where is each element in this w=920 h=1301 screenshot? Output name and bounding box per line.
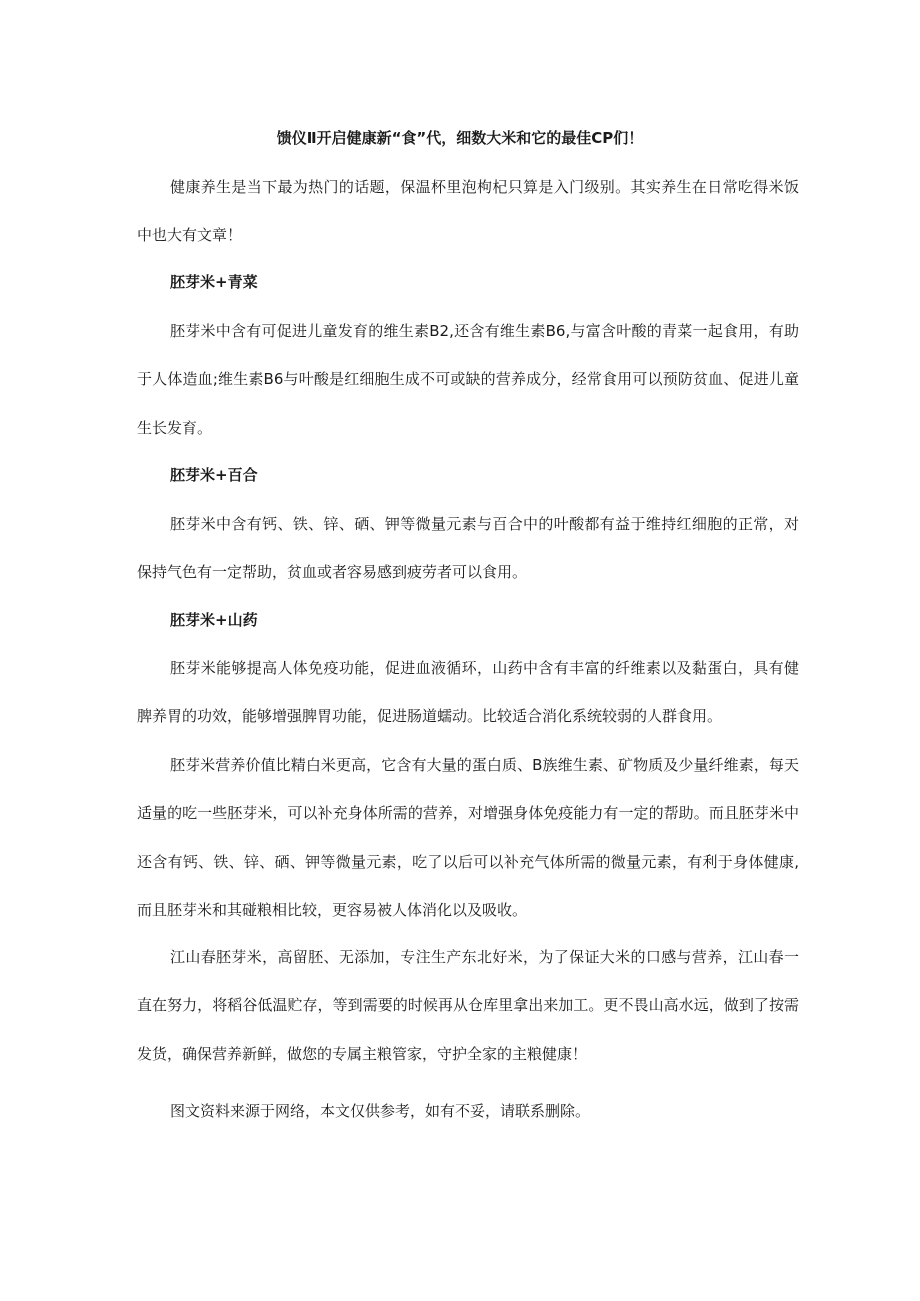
- brand-paragraph: 江山春胚芽米，高留胚、无添加，专注生产东北好米，为了保证大米的口感与营养，江山春一直在努力，将稻谷低温贮存，等到需要的时候再从仓库里拿出来加工。更不畏山高水远，做到了按需发货，确保营养新鲜，做您的专属主粮管家，守护全家的主粮健康！: [137, 948, 799, 1063]
- intro-paragraph: 健康养生是当下最为热门的话题，保温杯里泡枸杞只算是入门级别。其实养生在日常吃得米饭中也大有文章！: [137, 178, 799, 245]
- nutrition-paragraph: 胚芽米营养价值比精白米更高，它含有大量的蛋白质、B族维生素、矿物质及少量纤维素，每天适量的吃一些胚芽米，可以补充身体所需的营养，对增强身体免疫能力有一定的帮助。而且胚芽米中还含有钙、铁、锌、硒、钾等微量元素，吃了以后可以补充气体所需的微量元素，有利于身体健康,而且胚芽米和其碰粮相比较，更容易被人体消化以及吸收。: [137, 756, 799, 919]
- section-body-yam: 胚芽米能够提高人体免疫功能，促进血液循环，山药中含有丰富的纤维素以及黏蛋白，具有健脾养胃的功效，能够增强脾胃功能，促进肠道蠕动。比较适合消化系统较弱的人群食用。: [137, 659, 799, 726]
- section-body-greens: 胚芽米中含有可促进儿童发育的维生素B2,还含有维生素B6,与富含叶酸的青菜一起食用，有助于人体造血;维生素B6与叶酸是红细胞生成不可或缺的营养成分，经常食用可以预防贫血、促进儿童生长发育。: [137, 322, 799, 437]
- section-heading-lily: 胚芽米+百合: [170, 466, 258, 484]
- disclaimer-paragraph: 图文资料来源于网络，本文仅供参考，如有不妥，请联系删除。: [170, 1102, 591, 1120]
- section-heading-yam: 胚芽米+山药: [170, 611, 258, 629]
- section-heading-greens: 胚芽米+青菜: [170, 273, 258, 291]
- section-body-lily: 胚芽米中含有钙、铁、锌、硒、钾等微量元素与百合中的叶酸都有益于维持红细胞的正常，对保持气色有一定帮助，贫血或者容易感到疲劳者可以食用。: [137, 515, 799, 582]
- document-title: 馈仪Ⅱ开启健康新“食”代，细数大米和它的最佳CP们！: [276, 129, 644, 147]
